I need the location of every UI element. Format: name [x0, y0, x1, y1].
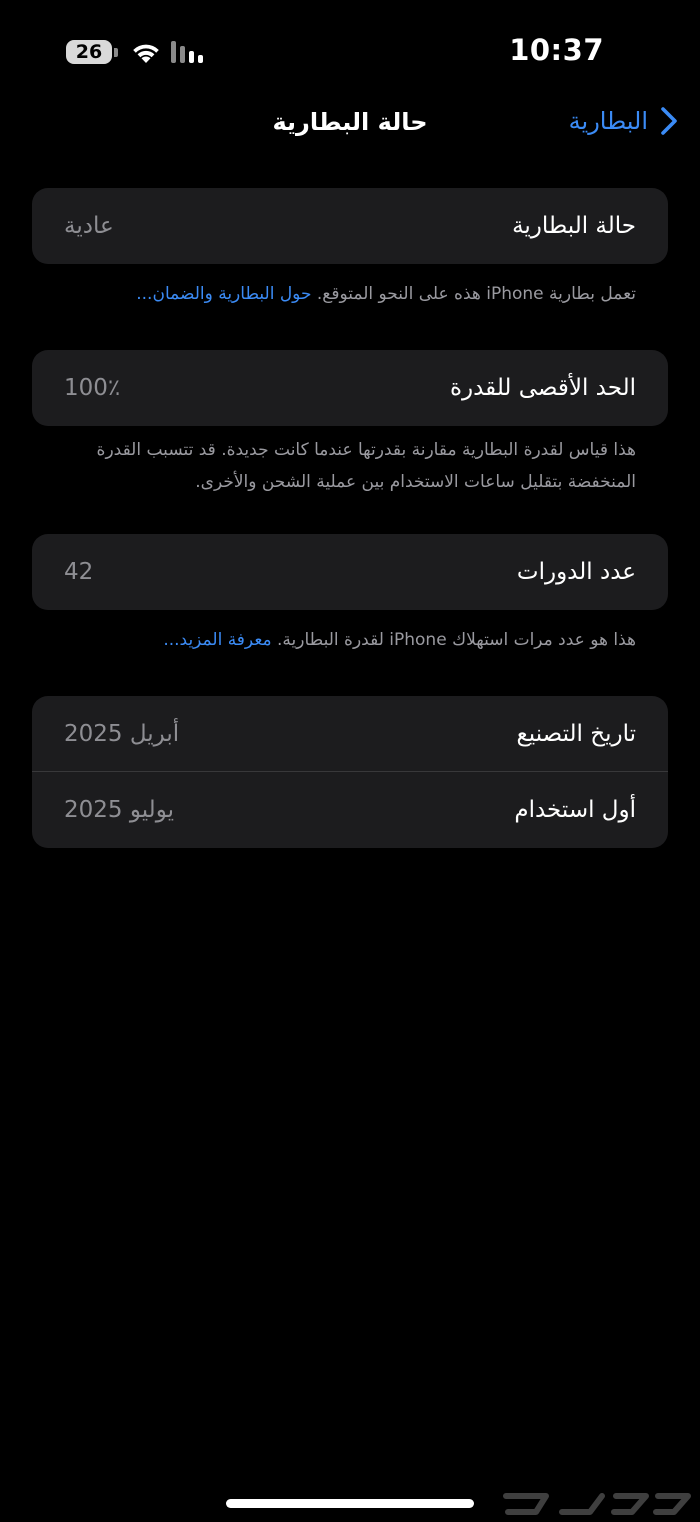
- status-icons: [66, 36, 203, 68]
- battery-health-footer: [64, 278, 636, 310]
- first-use-label: أول استخدام: [514, 797, 636, 823]
- manufacture-date-label: تاريخ التصنيع: [516, 721, 636, 747]
- maximum-capacity-row: [32, 350, 668, 426]
- battery-level: 26: [75, 40, 103, 63]
- maximum-capacity-group: [32, 350, 668, 426]
- cycle-count-footer: [64, 624, 636, 656]
- maximum-capacity-footer: [64, 434, 636, 498]
- maximum-capacity-footer-text: هذا قياس لقدرة البطارية مقارنة بقدرتها عندما كانت جديدة. قد تتسبب القدرة المنخفضة بتقليل ساعات الاستخدام بين عملية الشحن والأخرى.: [96, 440, 636, 492]
- first-use-row: [32, 772, 668, 848]
- battery-health-group: [32, 188, 668, 264]
- cellular-signal-icon: [171, 41, 203, 63]
- cycle-count-group: [32, 534, 668, 610]
- cycle-count-label: عدد الدورات: [516, 559, 636, 585]
- cycle-count-footer-text: هذا هو عدد مرات استهلاك iPhone لقدرة البطارية.: [271, 630, 636, 650]
- manufacture-date-row: [32, 696, 668, 772]
- status-time: 10:37: [509, 33, 604, 67]
- wifi-icon: [130, 39, 162, 65]
- chevron-right-icon: [660, 106, 678, 136]
- maximum-capacity-value: 100٪: [64, 375, 121, 401]
- back-button-label: البطارية: [568, 107, 648, 135]
- first-use-value: يوليو 2025: [64, 797, 174, 823]
- maximum-capacity-label: الحد الأقصى للقدرة: [449, 375, 636, 401]
- page-title: حالة البطارية: [272, 108, 428, 136]
- cycle-count-value: 42: [64, 559, 94, 585]
- battery-health-value: عادية: [64, 213, 114, 239]
- learn-more-link[interactable]: معرفة المزيد...: [163, 630, 272, 650]
- battery-health-footer-text: تعمل بطارية iPhone هذه على النحو المتوقع.: [311, 284, 636, 304]
- status-bar: [0, 0, 700, 100]
- cycle-count-row: [32, 534, 668, 610]
- battery-health-label: حالة البطارية: [512, 213, 636, 239]
- back-button[interactable]: [569, 106, 678, 136]
- battery-health-row: [32, 188, 668, 264]
- watermark-logo: [498, 1486, 694, 1518]
- home-indicator[interactable]: [226, 1499, 474, 1508]
- battery-cap: [114, 48, 118, 57]
- battery-dates-group: [32, 696, 668, 848]
- battery-warranty-link[interactable]: حول البطارية والضمان...: [136, 284, 312, 304]
- battery-icon: [66, 40, 112, 64]
- navigation-bar: [0, 100, 700, 150]
- manufacture-date-value: أبريل 2025: [64, 721, 180, 747]
